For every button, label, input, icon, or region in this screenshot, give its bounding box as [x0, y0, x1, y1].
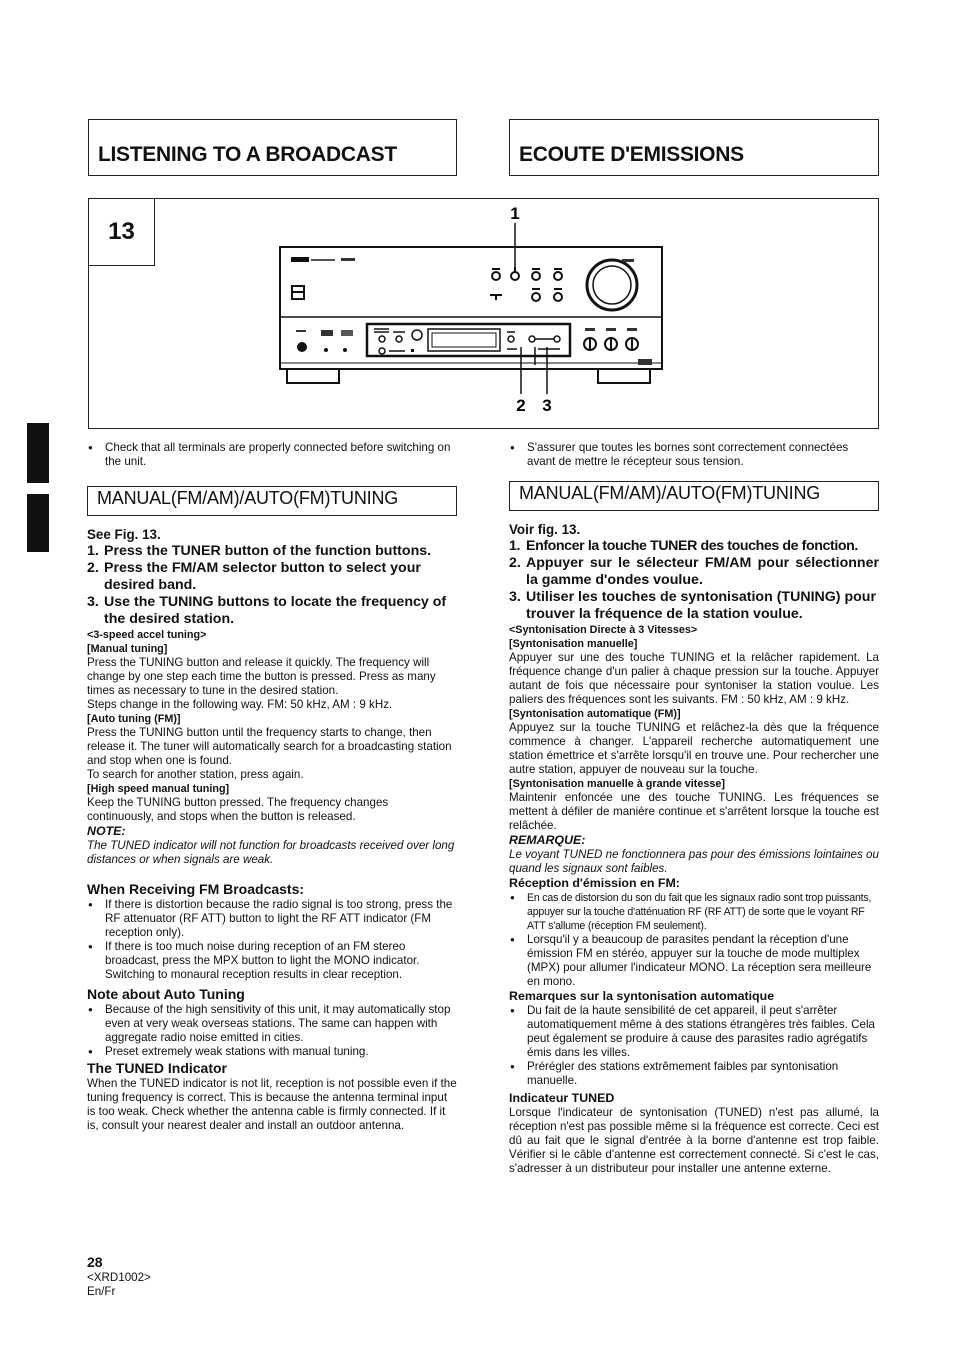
figure-number: 13 [89, 199, 155, 266]
auto-note-bullet-2-fr: ● Prérégler des stations extrêmement faibles par syntonisation manuelle. [509, 1060, 879, 1088]
page-title-en: LISTENING TO A BROADCAST [98, 143, 397, 166]
callout-1: 1 [510, 204, 520, 223]
tuned-title-fr: Indicateur TUNED [509, 1091, 615, 1105]
see-fig-fr: Voir fig. 13. [509, 522, 581, 537]
manual-label-fr: [Syntonisation manuelle] [509, 638, 638, 650]
tuned-text-en: When the TUNED indicator is not lit, reception is not possible even if the tuning frequency is correct. This is because the antenna terminal input is too weak. Check whether the antenna cable is firmly connected. If it is, consult your nearest dealer and install an outdoor antenna. [87, 1077, 457, 1132]
receiver-front-panel-illustration [89, 199, 878, 428]
english-column [87, 441, 457, 1133]
high-text-en: Keep the TUNING button pressed. The frequency changes continuously, and stops when the button is released. [87, 796, 389, 823]
figure-13 [88, 198, 879, 429]
manual-steps-en: Steps change in the following way. FM: 50 kHz, AM : 9 kHz. [87, 698, 393, 711]
auto-text-fr: Appuyez sur la touche TUNING et relâchez-la dès que la fréquence commence à changer. L'appareil recherche automatiquement une station émettrice et s'arrête lorsqu'il en trouve une. Pour rechercher une autre station, appuyer de nouveau sur la touche. [509, 721, 879, 776]
manual-text-fr: Appuyer sur une des touche TUNING et la relâcher rapidement. La fréquence change d'un palier à chaque pression sur la touche. Appuyer autant de fois que nécessaire pour syntoniser la station voulue. Les paliers des fréquences sont les suivants. FM : 50 kHz, AM : 9 kHz. [509, 651, 879, 706]
step-2-fr: 2. Appuyer sur le sélecteur FM/AM pour sélectionner la gamme d'ondes voulue. [509, 555, 879, 588]
step-3-fr: 3. Utiliser les touches de syntonisation (TUNING) pour trouver la fréquence de la station voulue. [509, 589, 876, 622]
auto-label-fr: [Syntonisation automatique (FM)] [509, 708, 681, 720]
high-label-fr: [Syntonisation manuelle à grande vitesse] [509, 778, 725, 790]
fm-bullet-2-en: ● If there is too much noise during reception of an FM stereo broadcast, press the MPX button to light the MONO indicator. Switching to monaural reception results in clear reception. [87, 940, 457, 982]
note-label-en: NOTE: [87, 824, 126, 838]
fm-bullet-1-en: ● If there is distortion because the radio signal is too strong, press the RF attenuator (RF ATT) button to light the RF ATT indicator (FM reception only). [87, 898, 457, 940]
page-title-fr: ECOUTE D'EMISSIONS [519, 143, 744, 166]
section-title-fr: MANUAL(FM/AM)/AUTO(FM)TUNING [519, 483, 821, 503]
fm-title-en: When Receiving FM Broadcasts: [87, 881, 305, 897]
page-footer [87, 1254, 151, 1299]
document-code: <XRD1002> [87, 1271, 151, 1284]
step-1-fr: 1. Enfoncer la touche TUNER des touches de fonction. [509, 538, 858, 554]
accel-label-fr: <Syntonisation Directe à 3 Vitesses> [509, 624, 698, 636]
french-column [509, 441, 879, 1176]
fm-title-fr: Réception d'émission en FM: [509, 876, 680, 890]
step-2-en: 2. Press the FM/AM selector button to select your desired band. [87, 560, 421, 593]
auto-text2-en: To search for another station, press again. [87, 768, 304, 781]
section-header-en [87, 486, 457, 516]
see-fig-en: See Fig. 13. [87, 527, 161, 542]
note-text-en: The TUNED indicator will not function for broadcasts received over long distances or when signals are weak. [87, 839, 455, 866]
high-label-en: [High speed manual tuning] [87, 783, 230, 795]
intro-note-fr: ● S'assurer que toutes les bornes sont correctement connectées avant de mettre le récepteur sous tension. [509, 441, 879, 469]
callout-3: 3 [542, 396, 552, 415]
fm-bullet-1-fr: ● En cas de distorsion du son du fait que les signaux radio sont trop puissants, appuyer sur la touche d'atténuation RF (RF ATT) de sorte que le voyant RF ATT s'allume (réception FM seulement). [509, 891, 879, 933]
auto-text-en: Press the TUNING button until the frequency starts to change, then release it. The tuner will automatically search for a broadcasting station and stop when one is found. [87, 726, 452, 767]
fm-bullet-2-fr: ● Lorsqu'il y a beaucoup de parasites pendant la réception d'une émission FM en stéréo, appuyer sur la touche de mode multiplex (MPX) pour allumer l'indicateur MONO. La réception sera meilleure en mono. [509, 933, 879, 989]
note-label-fr: REMARQUE: [509, 833, 586, 847]
language-code: En/Fr [87, 1285, 116, 1298]
manual-text-en: Press the TUNING button and release it quickly. The frequency will change by one step each time the button is pressed. Press as many times as necessary to tune in the desired station. [87, 656, 436, 697]
section-title-en: MANUAL(FM/AM)/AUTO(FM)TUNING [97, 488, 399, 508]
section-header-fr [509, 481, 879, 511]
step-1-en: 1. Press the TUNER button of the function buttons. [87, 543, 432, 559]
high-text-fr: Maintenir enfoncée une des touche TUNING. Les fréquences se mettent à défiler de manière continue et s'arrêtent lorsque la touche est relâchée. [509, 791, 879, 832]
tuned-text-fr: Lorsque l'indicateur de syntonisation (TUNED) n'est pas allumé, la réception n'est pas possible même si la fréquence est correcte. Ceci est dû au fait que le signal d'entrée à la borne d'antenne est trop faible. Vérifier si le câble d'antenne est correctement connecté. Si c'est le cas, s'adresser à un distributeur pour installer une antenne externe. [509, 1106, 879, 1175]
auto-note-title-fr: Remarques sur la syntonisation automatique [509, 989, 775, 1003]
section-tab-mark-top [27, 423, 49, 483]
section-tab-mark-bottom [27, 494, 49, 552]
page-number: 28 [87, 1254, 103, 1270]
callout-2: 2 [516, 396, 526, 415]
auto-note-title-en: Note about Auto Tuning [87, 986, 245, 1002]
intro-note-en: ● Check that all terminals are properly connected before switching on the unit. [87, 441, 457, 469]
tuned-title-en: The TUNED Indicator [87, 1060, 228, 1076]
accel-label-en: <3-speed accel tuning> [87, 629, 207, 641]
auto-note-bullet-1-en: ● Because of the high sensitivity of this unit, it may automatically stop even at very weak overseas stations. The same can happen with aggregate radio noise emitted in cities. [87, 1003, 457, 1045]
auto-note-bullet-2-en: ● Preset extremely weak stations with manual tuning. [87, 1045, 457, 1059]
header-en [88, 119, 457, 176]
note-text-fr: Le voyant TUNED ne fonctionnera pas pour des émissions lointaines ou quand les signaux sont faibles. [509, 848, 879, 875]
auto-note-bullet-1-fr: ● Du fait de la haute sensibilité de cet appareil, il peut s'arrêter automatiquement même à des stations étrangères très faibles. Cela peut également se produire à cause des parasites radio agrégatifs émis dans les villes. [509, 1004, 879, 1060]
auto-label-en: [Auto tuning (FM)] [87, 713, 181, 725]
manual-label-en: [Manual tuning] [87, 643, 168, 655]
step-3-en: 3. Use the TUNING buttons to locate the frequency of the desired station. [87, 594, 447, 627]
header-fr [509, 119, 879, 176]
